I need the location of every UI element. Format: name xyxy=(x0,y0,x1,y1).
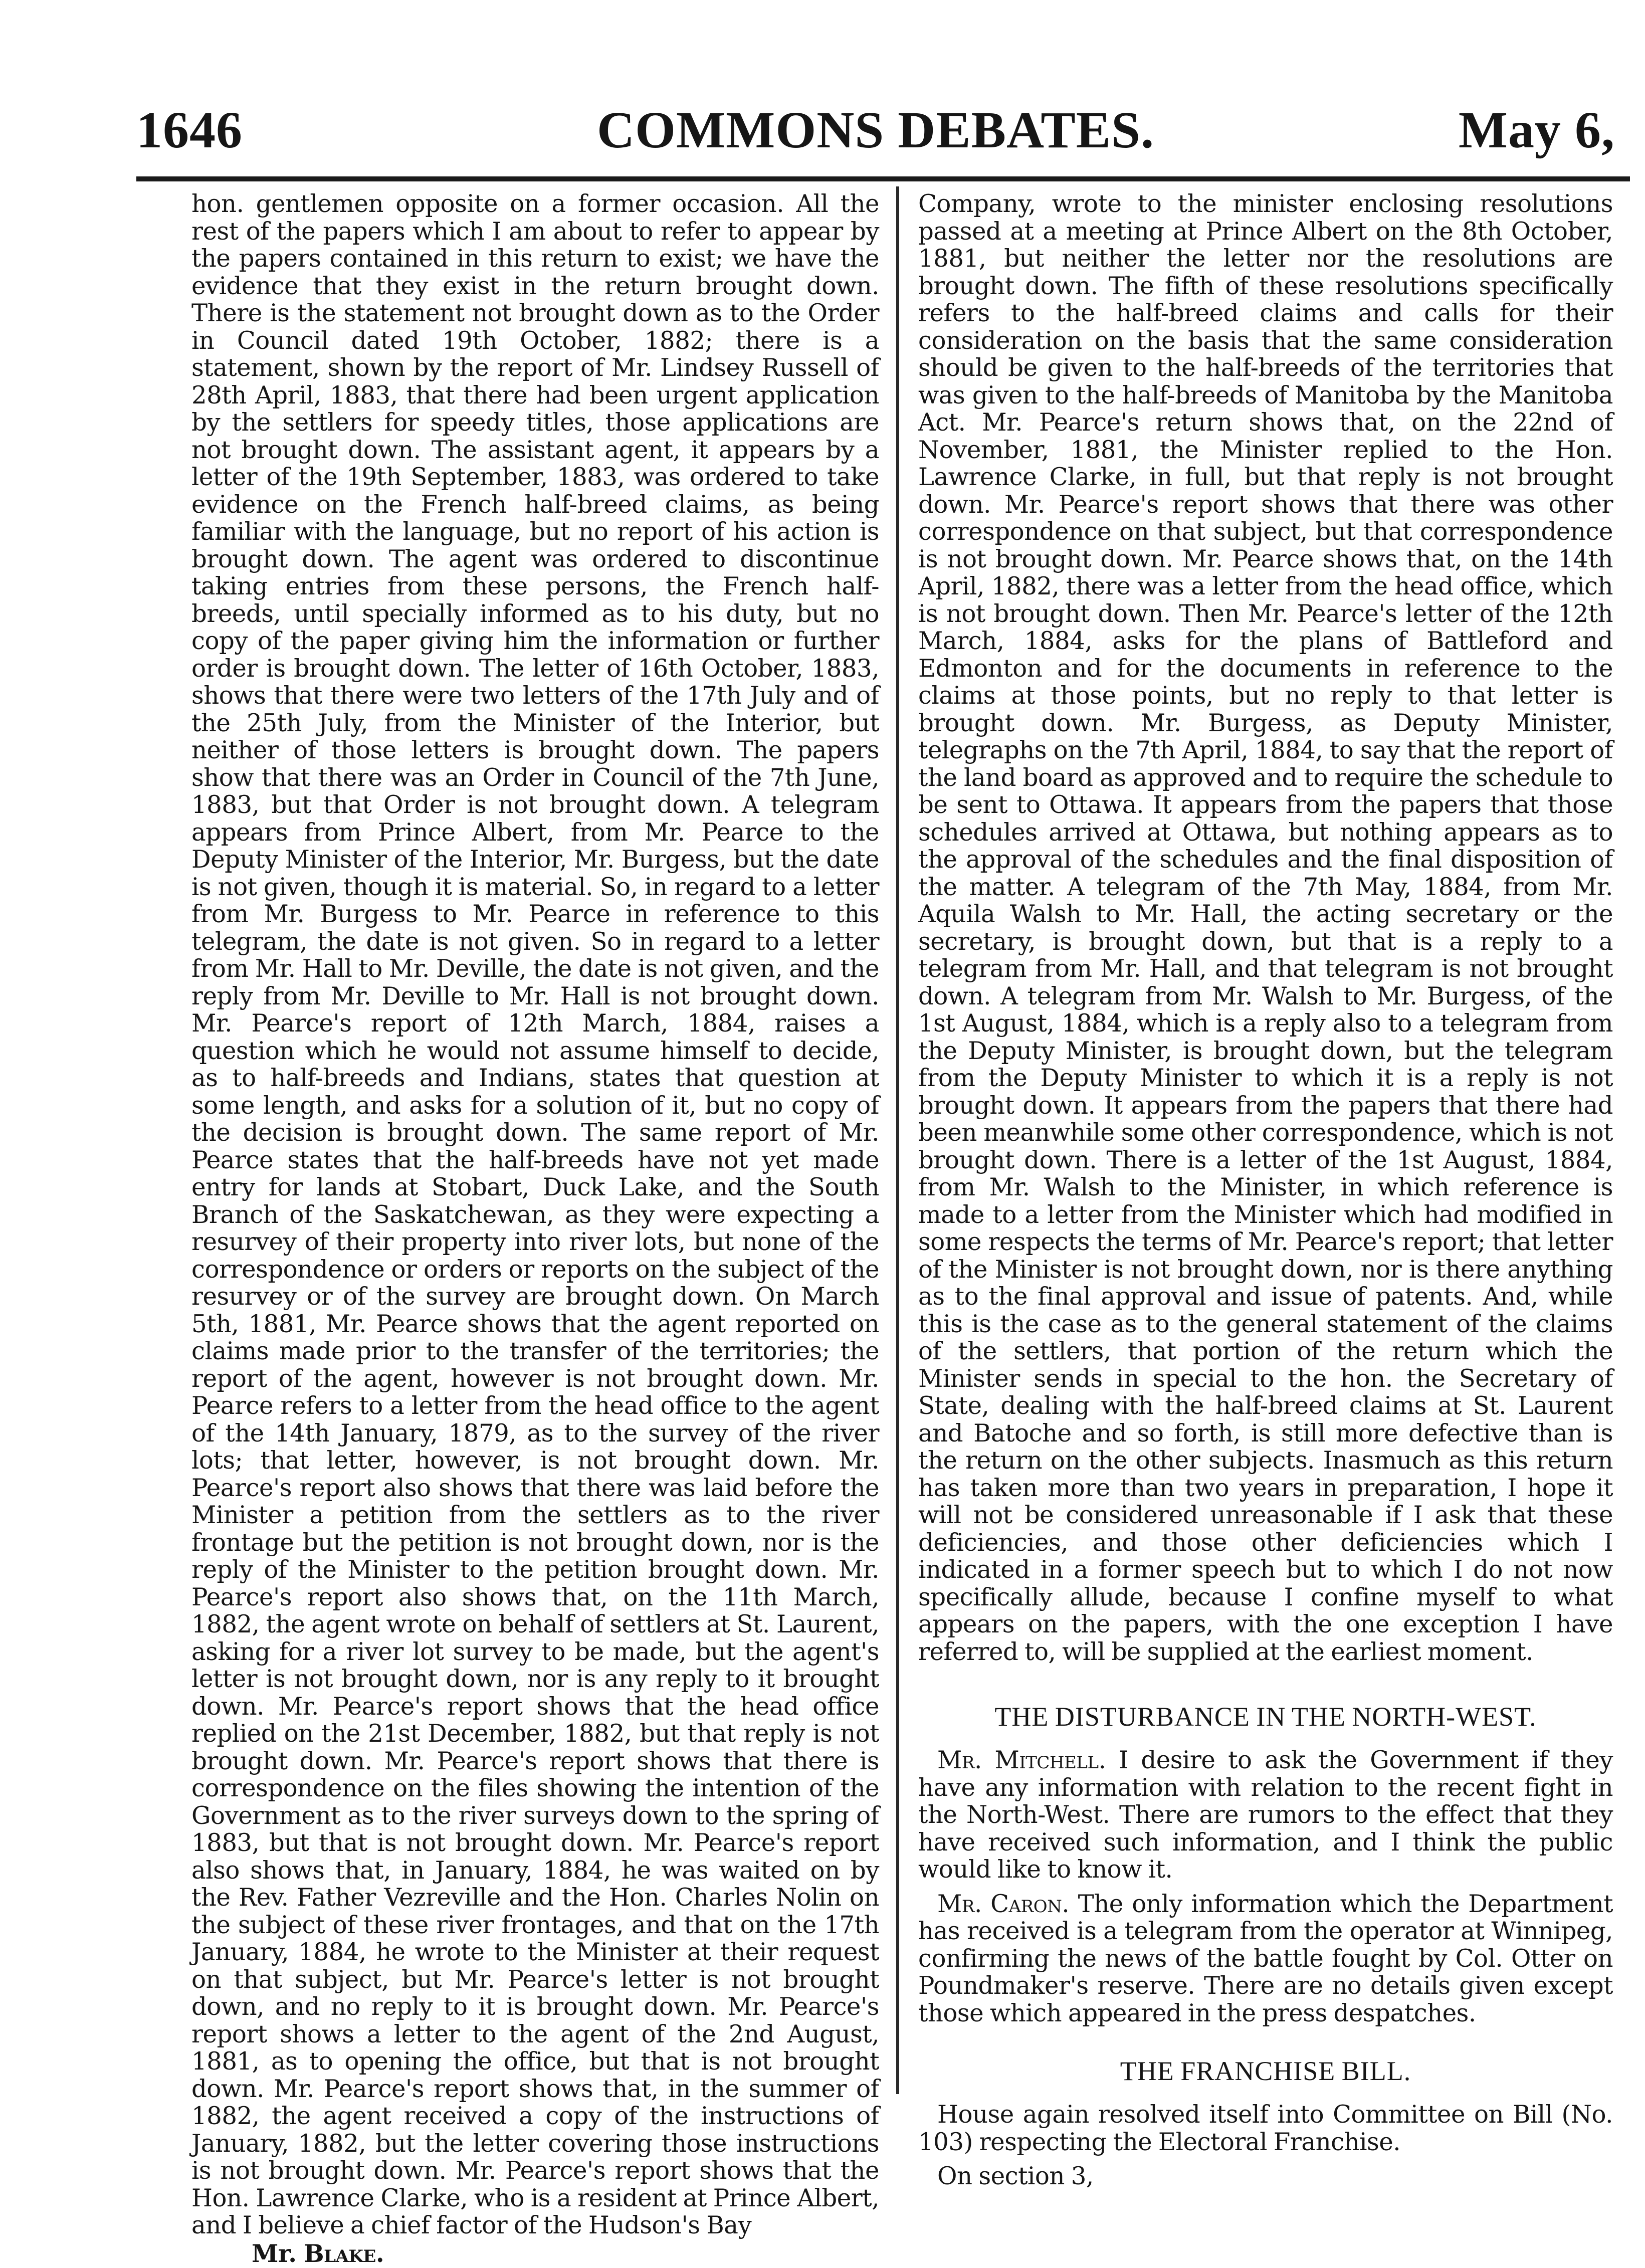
page-header xyxy=(136,95,1615,180)
speaker-signature xyxy=(252,2240,879,2268)
right-column xyxy=(918,190,1613,2190)
caron-paragraph xyxy=(918,1891,1613,2027)
header-rule xyxy=(136,176,1630,181)
page-number: 1646 xyxy=(136,101,243,159)
speaker-mitchell: Mr. Mitchell. xyxy=(937,1746,1106,1774)
franchise-paragraph: House again resolved itself into Committee on Bill (No. 103) respecting the Electoral Franchise. xyxy=(918,2101,1613,2156)
page-date: May 6, xyxy=(1458,101,1615,159)
section-heading-disturbance: THE DISTURBANCE IN THE NORTH-WEST. xyxy=(994,1702,1537,1732)
caron-text: The only information which the Department has received is a telegram from the operator at Winnipeg, confirming the news of the battle fought by Col. Otter on Poundmaker's reserve. There are no details given except those which appeared in the press despatches. xyxy=(918,1890,1613,2027)
section-heading-franchise: THE FRANCHISE BILL. xyxy=(1120,2056,1411,2086)
column-divider xyxy=(896,186,899,2094)
speaker-caron: Mr. Caron. xyxy=(937,1890,1070,1918)
section-paragraph: On section 3, xyxy=(937,2162,1094,2190)
left-paragraph: hon. gentlemen opposite on a former occasion. All the rest of the papers which I am about to refer to appear by the papers contained in this return to exist; we have the evidence that they exist in the return brought down. There is the statement not brought down as to the Order in Council dated 19th October, 1882; there is a statement, shown by the report of Mr. Lindsey Russell of 28th April, 1883, that there had been urgent application by the settlers for speedy titles, those applications are not brought down. The assistant agent, it appears by a letter of the 19th September, 1883, was ordered to take evidence on the French half-breed claims, as being familiar with the language, but no report of his action is brought down. The agent was ordered to discontinue taking entries from these persons, the French half-breeds, until specially informed as to his duty, but no copy of the paper giving him the information or further order is brought down. The letter of 16th October, 1883, shows that there were two letters of the 17th July and of the 25th July, from the Minister of the Interior, but neither of those letters is brought down. The papers show that there was an Order in Council of the 7th June, 1883, but that Order is not brought down. A telegram appears from Prince Albert, from Mr. Pearce to the Deputy Minister of the Interior, Mr. Burgess, but the date is not given, though it is material. So, in regard to a letter from Mr. Burgess to Mr. Pearce in reference to this telegram, the date is not given. So in regard to a letter from Mr. Hall to Mr. Deville, the date is not given, and the reply from Mr. Deville to Mr. Hall is not brought down. Mr. Pearce's report of 12th March, 1884, raises a question which he would not assume himself to decide, as to half-breeds and Indians, states that question at some length, and asks for a solution of it, but no copy of the decision is brought down. The same report of Mr. Pearce states that the half-breeds have not yet made entry for lands at Stobart, Duck Lake, and the South Branch of the Saskatchewan, as they were expecting a resurvey of their property into river lots, but none of the correspondence or orders or reports on the subject of the resurvey or of the survey are brought down. On March 5th, 1881, Mr. Pearce shows that the agent reported on claims made prior to the transfer of the territories; the report of the agent, however is not brought down. Mr. Pearce refers to a letter from the head office to the agent of the 14th January, 1879, as to the survey of the river lots; that letter, however, is not brought down. Mr. Pearce's report also shows that there was laid before the Minister a petition from the settlers as to the river frontage but the petition is not brought down, nor is the reply of the Minister to the petition brought down. Mr. Pearce's report also shows that, on the 11th March, 1882, the agent wrote on behalf of settlers at St. Laurent, asking for a river lot survey to be made, but the agent's letter is not brought down, nor is any reply to it brought down. Mr. Pearce's report shows that the head office replied on the 21st December, 1882, but that reply is not brought down. Mr. Pearce's report shows that there is correspondence on the files showing the intention of the Government as to the river surveys down to the spring of 1883, but that is not brought down. Mr. Pearce's report also shows that, in January, 1884, he was waited on by the Rev. Father Vezreville and the Hon. Charles Nolin on the subject of these river frontages, and that on the 17th January, 1884, he wrote to the Minister at their request on that subject, but Mr. Pearce's letter is not brought down, and no reply to it is brought down. Mr. Pearce's report shows a letter to the agent of the 2nd August, 1881, as to opening the office, but that is not brought down. Mr. Pearce's report shows that, in the summer of 1882, the agent received a copy of the instructions of January, 1882, but the letter covering those instructions is not brought down. Mr. Pearce's report shows that the Hon. Lawrence Clarke, who is a resident at Prince Albert, and I believe a chief factor of the Hudson's Bay xyxy=(191,190,879,2239)
mitchell-paragraph xyxy=(918,1747,1613,1884)
signature-name: Blake. xyxy=(303,2239,384,2268)
left-column xyxy=(191,190,879,2267)
publication-title: COMMONS DEBATES. xyxy=(597,101,1154,159)
mitchell-text: I desire to ask the Government if they have any information with relation to the recent fight in the North-West. There are rumors to the effect that they have received such information, and I think the public would like to know it. xyxy=(918,1746,1613,1884)
signature-prefix: Mr. xyxy=(252,2239,304,2268)
right-paragraph: Company, wrote to the minister enclosing resolutions passed at a meeting at Prince Albert on the 8th October, 1881, but neither the letter nor the resolutions are brought down. The fifth of these resolutions specifically refers to the half-breed claims and calls for their consideration on the basis that the same consideration should be given to the half-breeds of the territories that was given to the half-breeds of Manitoba by the Manitoba Act. Mr. Pearce's return shows that, on the 22nd of November, 1881, the Minister replied to the Hon. Lawrence Clarke, in full, but that reply is not brought down. Mr. Pearce's report shows that there was other correspondence on that subject, but that correspondence is not brought down. Mr. Pearce shows that, on the 14th April, 1882, there was a letter from the head office, which is not brought down. Then Mr. Pearce's letter of the 12th March, 1884, asks for the plans of Battleford and Edmonton and for the documents in reference to the claims at those points, but no reply to that letter is brought down. Mr. Burgess, as Deputy Minister, telegraphs on the 7th April, 1884, to say that the report of the land board as approved and to require the schedule to be sent to Ottawa. It appears from the papers that those schedules arrived at Ottawa, but nothing appears as to the approval of the schedules and the final disposition of the matter. A telegram of the 7th May, 1884, from Mr. Aquila Walsh to Mr. Hall, the acting secretary or the secretary, is brought down, but that is a reply to a telegram from Mr. Hall, and that telegram is not brought down. A telegram from Mr. Walsh to Mr. Burgess, of the 1st August, 1884, which is a reply also to a telegram from the Deputy Minister, is brought down, but the telegram from the Deputy Minister to which it is a reply is not brought down. It appears from the papers that there had been meanwhile some other correspondence, which is not brought down. There is a letter of the 1st August, 1884, from Mr. Walsh to the Minister, in which reference is made to a letter from the Minister which had modified in some respects the terms of Mr. Pearce's report; that letter of the Minister is not brought down, nor is there anything as to the final approval and issue of patents. And, while this is the case as to the general statement of the claims of the settlers, that portion of the return which the Minister sends in special to the hon. the Secretary of State, dealing with the half-breed claims at St. Laurent and Batoche and so forth, is still more defective than is the return on the other subjects. Inasmuch as this return has taken more than two years in preparation, I hope it will not be considered unreasonable if I ask that these deficiencies, and those other deficiencies which I indicated in a former speech but to which I do not now specifically allude, because I confine myself to what appears on the papers, with the one exception I have referred to, will be supplied at the earliest moment. xyxy=(918,190,1613,1666)
